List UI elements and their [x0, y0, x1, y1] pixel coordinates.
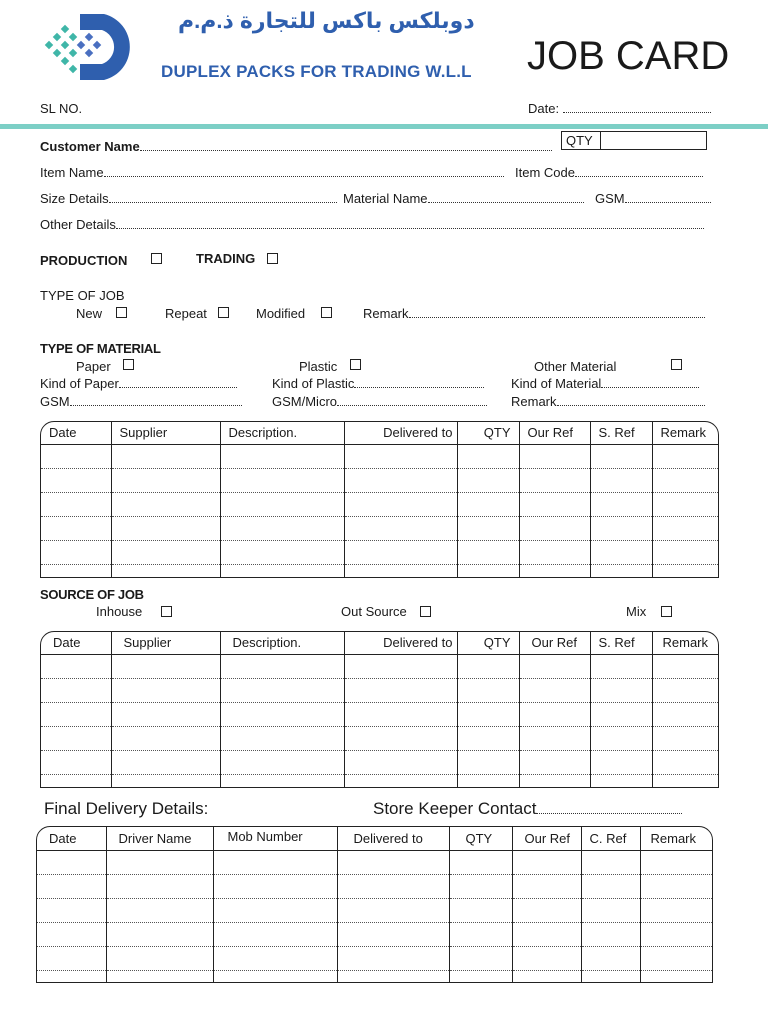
item-name-field[interactable] — [40, 165, 504, 180]
qty-divider — [600, 132, 601, 149]
inhouse-label: Inhouse — [96, 604, 143, 619]
customer-name-label: Customer Name — [40, 139, 140, 154]
table-row[interactable] — [37, 898, 712, 922]
gsm-label: GSM — [595, 191, 625, 206]
material-name-line — [428, 191, 584, 203]
material-gsm-label: GSM — [40, 394, 70, 409]
other-details-label: Other Details — [40, 217, 116, 232]
material-table — [40, 421, 719, 578]
new-checkbox[interactable] — [116, 307, 127, 318]
job-remark-field[interactable] — [363, 306, 705, 321]
kind-of-material-field[interactable] — [511, 376, 699, 391]
delivery-table — [36, 826, 713, 983]
col-header: S. Ref — [590, 422, 652, 444]
gsm-line — [625, 191, 711, 203]
size-details-line — [109, 191, 337, 203]
production-checkbox[interactable] — [151, 253, 162, 264]
type-of-material-label: TYPE OF MATERIAL — [40, 341, 161, 356]
col-header: Supplier — [111, 422, 220, 444]
production-label: PRODUCTION — [40, 253, 128, 268]
table-row[interactable] — [41, 775, 718, 787]
material-gsm-field[interactable] — [40, 394, 242, 409]
source-table — [40, 631, 719, 788]
col-header: Description. — [220, 422, 344, 444]
table-row[interactable] — [41, 517, 718, 541]
company-logo — [42, 12, 148, 82]
other-details-line — [116, 217, 704, 229]
kind-of-plastic-line — [354, 376, 484, 388]
company-name-arabic: دوبلكس باكس للتجارة ذ.م.م — [178, 8, 475, 33]
job-remark-label: Remark — [363, 306, 409, 321]
store-keeper-label: Store Keeper Contact — [373, 799, 537, 818]
table-row[interactable] — [41, 492, 718, 516]
table-row[interactable] — [41, 702, 718, 726]
col-header: Driver Name — [106, 827, 213, 850]
kind-of-plastic-label: Kind of Plastic — [272, 376, 355, 391]
table-row[interactable] — [37, 850, 712, 874]
source-of-job-label: SOURCE OF JOB — [40, 587, 144, 602]
table-row[interactable] — [41, 751, 718, 775]
document-title: JOB CARD — [527, 34, 730, 78]
other-details-field[interactable] — [40, 217, 704, 232]
size-details-field[interactable] — [40, 191, 337, 206]
qty-label: QTY — [566, 133, 593, 148]
col-header: Delivered to — [344, 422, 457, 444]
date-field[interactable] — [528, 101, 711, 116]
item-code-line — [575, 165, 703, 177]
material-remark-field[interactable] — [511, 394, 705, 409]
kind-of-plastic-field[interactable] — [272, 376, 484, 391]
production-option[interactable] — [40, 253, 127, 268]
repeat-checkbox[interactable] — [218, 307, 229, 318]
paper-checkbox[interactable] — [123, 359, 134, 370]
job-remark-line — [409, 306, 705, 318]
col-header: QTY — [457, 632, 519, 654]
out-source-checkbox[interactable] — [420, 606, 431, 617]
table-row[interactable] — [41, 678, 718, 702]
col-header: Supplier — [111, 632, 220, 654]
table-row[interactable] — [41, 565, 718, 577]
item-code-field[interactable] — [515, 165, 703, 180]
inhouse-checkbox[interactable] — [161, 606, 172, 617]
table-row[interactable] — [41, 444, 718, 468]
material-gsm-line — [70, 394, 242, 406]
table-row[interactable] — [41, 727, 718, 751]
col-header: Our Ref — [512, 827, 581, 850]
other-material-checkbox[interactable] — [671, 359, 682, 370]
col-header: QTY — [449, 827, 512, 850]
trading-checkbox[interactable] — [267, 253, 278, 264]
material-name-label: Material Name — [343, 191, 428, 206]
paper-label: Paper — [76, 359, 111, 374]
size-details-label: Size Details — [40, 191, 109, 206]
table-row[interactable] — [37, 946, 712, 970]
customer-name-line — [140, 139, 552, 151]
col-header: Description. — [220, 632, 344, 654]
col-header: QTY — [457, 422, 519, 444]
kind-of-paper-line — [119, 376, 237, 388]
store-keeper-field[interactable] — [373, 799, 682, 819]
type-of-job-label: TYPE OF JOB — [40, 288, 125, 303]
col-header: Date — [41, 632, 111, 654]
gsm-field[interactable] — [595, 191, 711, 206]
gsm-micro-line — [337, 394, 487, 406]
plastic-label: Plastic — [299, 359, 338, 374]
mix-checkbox[interactable] — [661, 606, 672, 617]
kind-of-material-label: Kind of Material — [511, 376, 602, 391]
date-line — [563, 101, 711, 113]
table-row[interactable] — [41, 468, 718, 492]
col-header: Remark — [640, 827, 712, 850]
kind-of-paper-field[interactable] — [40, 376, 237, 391]
col-header: Date — [41, 422, 111, 444]
col-header: Remark — [652, 422, 718, 444]
table-row[interactable] — [41, 541, 718, 565]
customer-name-field[interactable] — [40, 139, 552, 154]
trading-option[interactable] — [196, 251, 255, 266]
gsm-micro-field[interactable] — [272, 394, 487, 409]
material-remark-label: Remark — [511, 394, 557, 409]
repeat-label: Repeat — [165, 306, 207, 321]
modified-label: Modified — [256, 306, 306, 321]
other-material-label: Other Material — [534, 359, 617, 374]
table-row[interactable] — [37, 922, 712, 946]
col-header: Date — [37, 827, 106, 850]
new-label: New — [76, 306, 103, 321]
col-header: Our Ref — [519, 632, 590, 654]
company-name: DUPLEX PACKS FOR TRADING W.L.L — [161, 62, 472, 81]
table-row[interactable] — [37, 970, 712, 982]
out-source-label: Out Source — [341, 604, 407, 619]
sl-no-label: SL NO. — [40, 101, 83, 116]
col-header: S. Ref — [590, 632, 652, 654]
item-code-label: Item Code — [515, 165, 575, 180]
col-header: C. Ref — [581, 827, 640, 850]
gsm-micro-label: GSM/Micro — [272, 394, 337, 409]
qty-box[interactable] — [561, 131, 707, 150]
material-remark-line — [557, 394, 705, 406]
col-header: Delivered to — [337, 827, 449, 850]
col-header: Mob Number — [213, 827, 337, 850]
item-name-line — [104, 165, 504, 177]
table-row[interactable] — [41, 654, 718, 678]
material-name-field[interactable] — [343, 191, 584, 206]
modified-checkbox[interactable] — [321, 307, 332, 318]
final-delivery-label: Final Delivery Details: — [44, 799, 209, 818]
kind-of-material-line — [601, 376, 699, 388]
plastic-checkbox[interactable] — [350, 359, 361, 370]
item-name-label: Item Name — [40, 165, 104, 180]
mix-label: Mix — [626, 604, 647, 619]
table-row[interactable] — [37, 874, 712, 898]
trading-label: TRADING — [196, 251, 256, 266]
header-divider — [0, 124, 768, 129]
date-label: Date: — [528, 101, 560, 116]
col-header: Remark — [652, 632, 718, 654]
kind-of-paper-label: Kind of Paper — [40, 376, 119, 391]
col-header: Our Ref — [519, 422, 590, 444]
store-keeper-line — [536, 799, 682, 814]
col-header: Delivered to — [344, 632, 457, 654]
